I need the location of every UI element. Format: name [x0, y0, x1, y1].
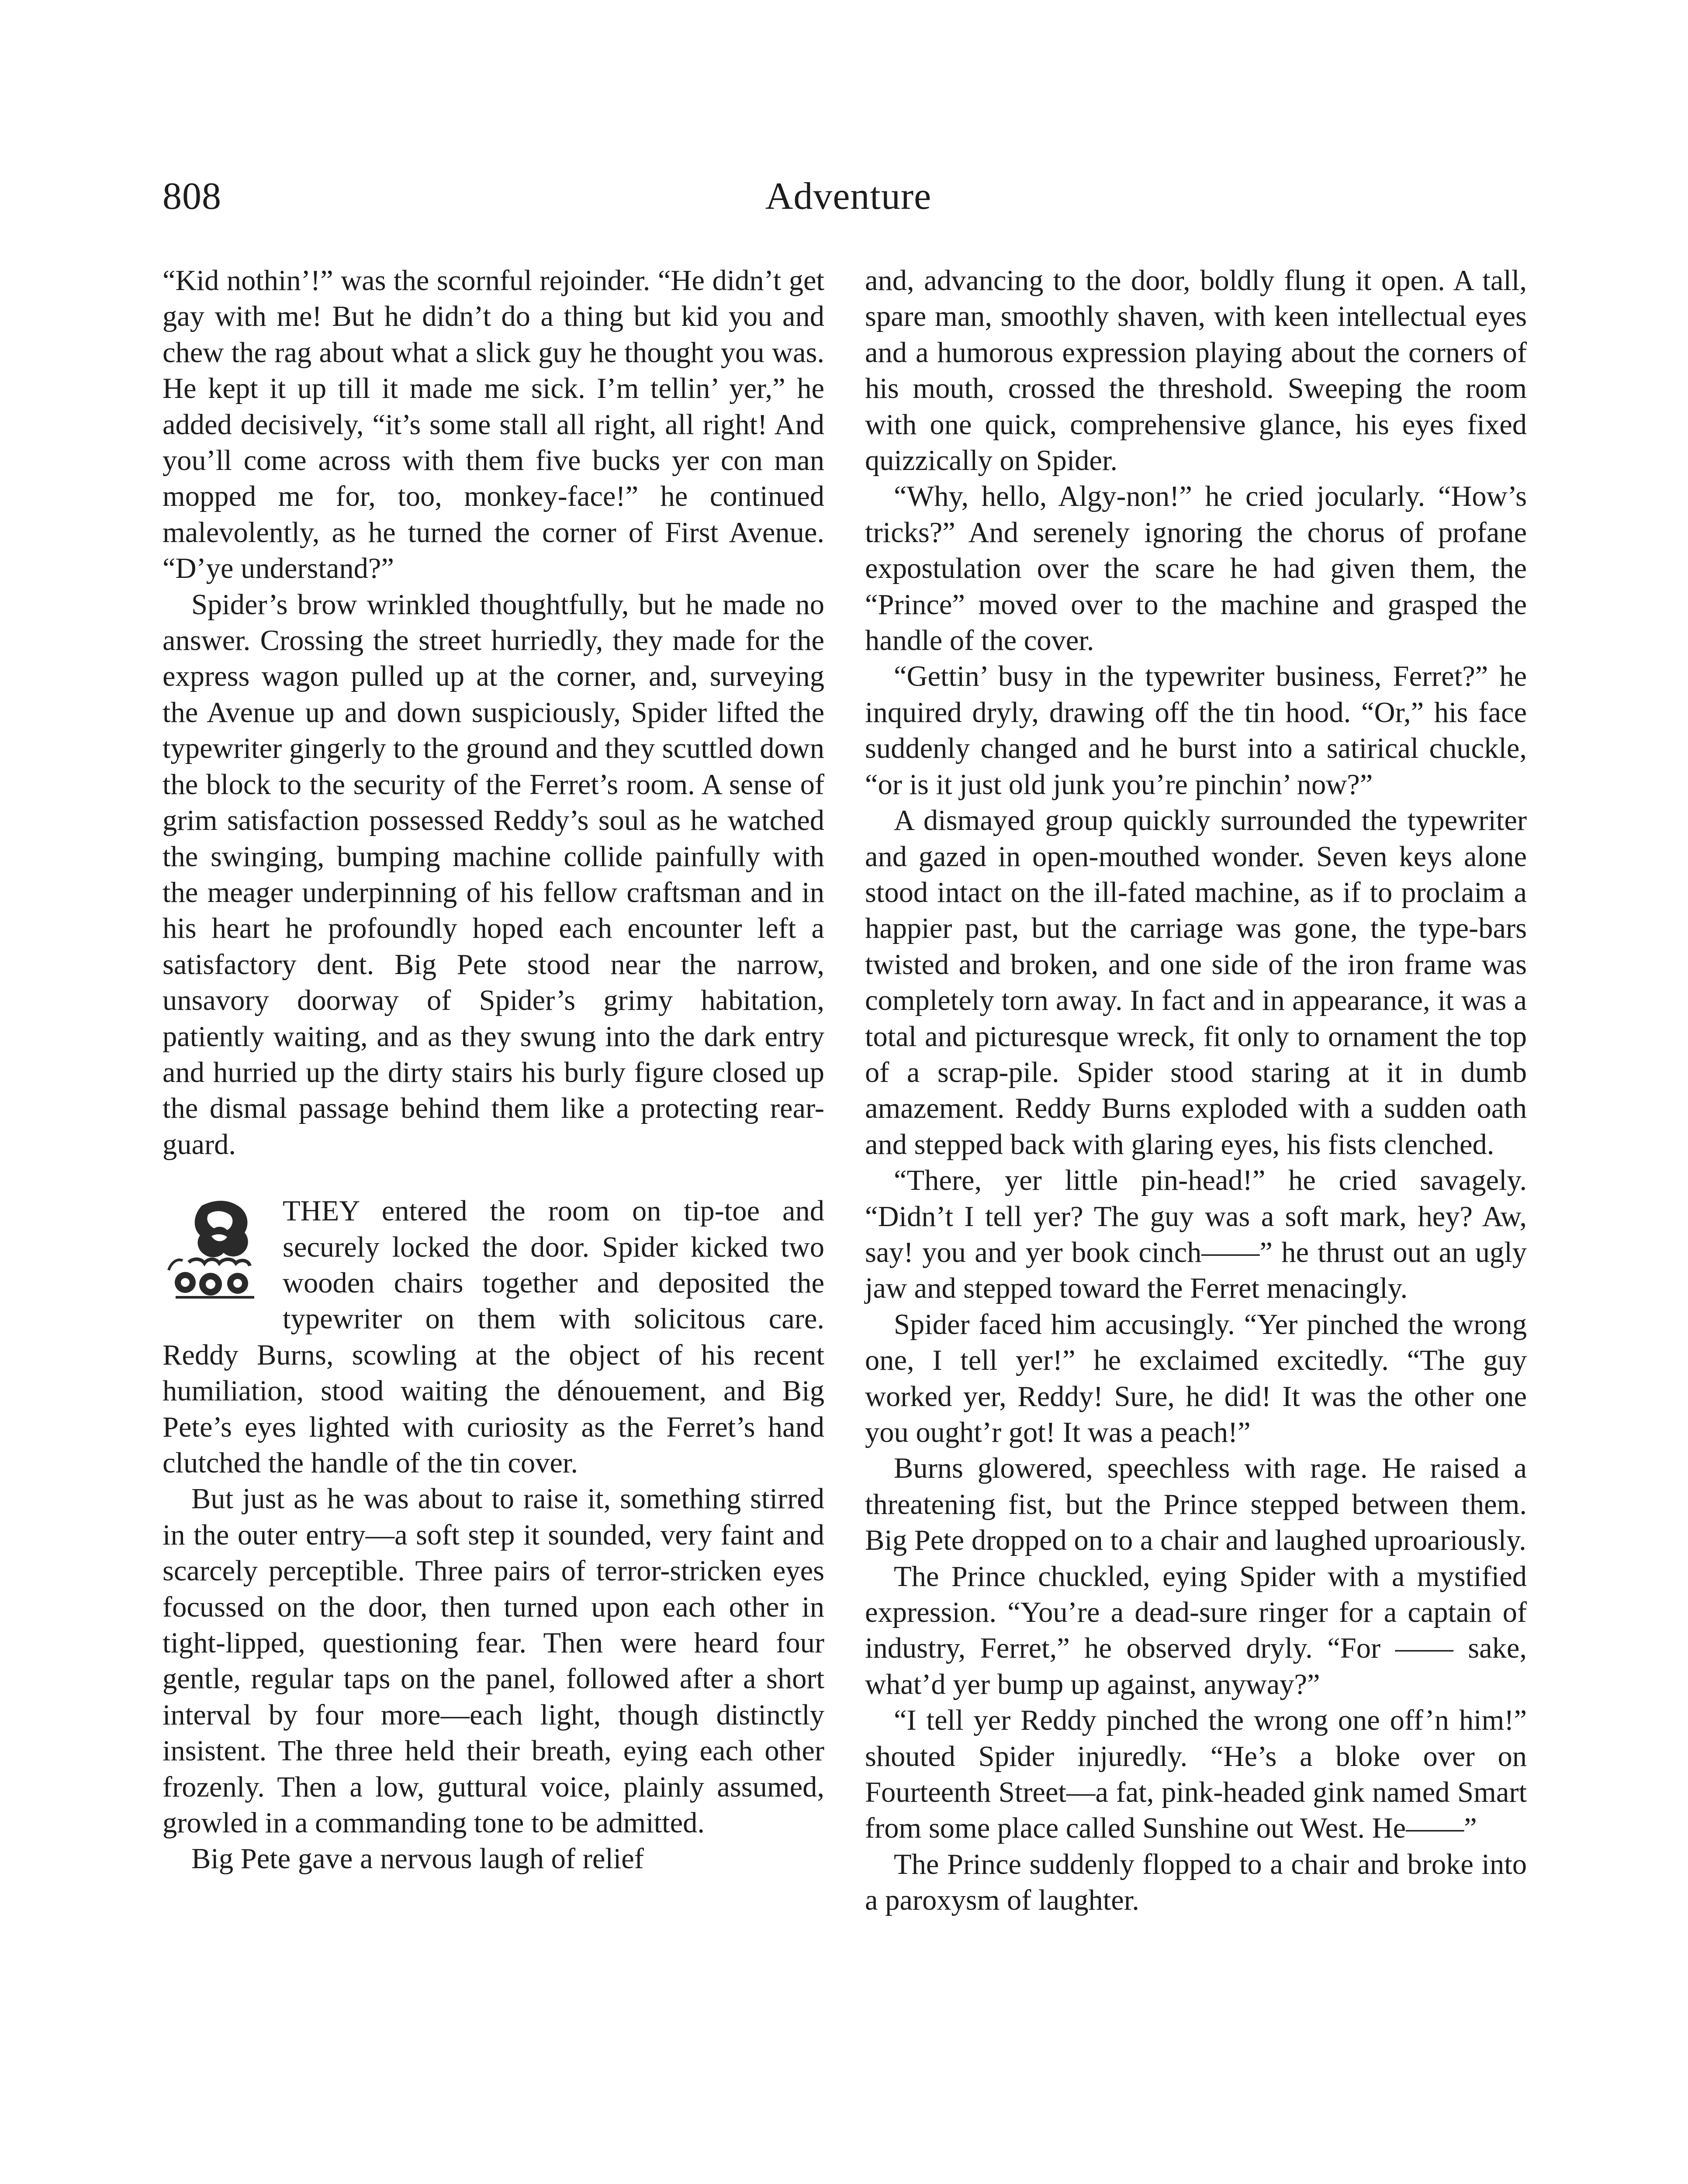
paragraph: and, advancing to the door, boldly flung it open. A tall, spare man, smoothly shaven, with keen intellectual eyes and a humorous expression playing about the corners of his mouth, crossed the threshold. Sweeping the room with one quick, comprehensive glance, his eyes fixed quizzically on Spider. [865, 265, 1527, 477]
paragraph: Big Pete gave a nervous laugh of relief [191, 1843, 644, 1875]
paragraph: “I tell yer Reddy pinched the wrong one off’n him!” shouted Spider injuredly. “He’s a bloke over on Fourteenth Street—a fat, pink-headed gink named Smart from some place called Sunshine out West. He——” [865, 1704, 1527, 1845]
paragraph: “Gettin’ busy in the typewriter business, Ferret?” he inquired dryly, drawing off the tin hood. “Or,” his face suddenly changed and he burst into a satirical chuckle, “or is it just old junk you’re pinchin’ now?” [865, 660, 1527, 801]
paragraph: But just as he was about to raise it, something stirred in the outer entry—a soft step it sounded, very faint and scarcely perceptible. Three pairs of terror-stricken eyes focussed on the door, then turned upon each other in tight-lipped, questioning fear. Then were heard four gentle, regular taps on the panel, followed after a short interval by four more—each light, though distinctly insistent. The three held their breath, eying each other frozenly. Then a low, guttural voice, plainly assumed, growled in a commanding tone to be admitted. [163, 1483, 824, 1839]
paragraph: “Kid nothin’!” was the scornful rejoinder. “He didn’t get gay with me! But he didn’t do a thing but kid you and chew the rag about what a slick guy he thought you was. He kept it up till it made me sick. I’m tellin’ yer,” he added decisively, “it’s some stall all right, all right! And you’ll come across with them five bucks yer con man mopped me for, too, monkey-face!” he continued malevolently, as he turned the corner of First Avenue. “D’ye understand?” [163, 265, 824, 585]
paragraph: “There, yer little pin-head!” he cried savagely. “Didn’t I tell yer? The guy was a soft mark, hey? Aw, say! you and yer book cinch——” he thrust out an ugly jaw and stepped toward the Ferret menacingly. [865, 1165, 1527, 1305]
right-column [865, 263, 1527, 1919]
paragraph: Spider’s brow wrinkled thoughtfully, but he made no answer. Crossing the street hurriedly, they made for the express wagon pulled up at the corner, and, surveying the Avenue up and down suspiciously, Spider lifted the typewriter gingerly to the ground and they scuttled down the block to the security of the Ferret’s room. A sense of grim satisfaction possessed Reddy’s soul as he watched the swinging, bumping machine collide painfully with the meager underpinning of his fellow craftsman and in his heart he profoundly hoped each encounter left a satisfactory dent. Big Pete stood near the narrow, unsavory doorway of Spider’s grimy habitation, patiently waiting, and as they swung into the dark entry and hurried up the dirty stairs his burly figure closed up the dismal passage behind them like a protecting rear-guard. [163, 588, 824, 1161]
decorative-initial-ornament-icon [163, 1197, 274, 1302]
paragraph: The Prince chuckled, eying Spider with a mystified expression. “You’re a dead-sure ringer for a captain of industry, Ferret,” he observed dryly. “For —— sake, what’d yer bump up against, anyway?” [865, 1560, 1527, 1700]
paragraph: Burns glowered, speechless with rage. He raised a threatening fist, but the Prince stepped between them. Big Pete dropped on to a chair and laughed uproariously. [865, 1452, 1527, 1557]
left-column [163, 263, 824, 1877]
page-number: 808 [163, 175, 221, 218]
paragraph: “Why, hello, Algy-non!” he cried jocularly. “How’s tricks?” And serenely ignoring the chorus of profane expostulation over the scare he had given them, the “Prince” moved over to the machine and grasped the handle of the cover. [865, 480, 1527, 657]
running-head: Adventure [765, 175, 932, 218]
paragraph: A dismayed group quickly surrounded the typewriter and gazed in open-mouthed wonder. Seven keys alone stood intact on the ill-fated machine, as if to proclaim a happier past, but the carriage was gone, the type-bars twisted and broken, and one side of the iron frame was completely torn away. In fact and in appearance, it was a total and picturesque wreck, fit only to ornament the top of a scrap-pile. Spider stood staring at it in dumb amazement. Reddy Burns exploded with a sudden oath and stepped back with glaring eyes, his fists clenched. [865, 805, 1527, 1161]
page-header [163, 166, 1534, 227]
section-opening-paragraph [163, 1193, 824, 1481]
section-break [163, 1163, 824, 1193]
paragraph: The Prince suddenly flopped to a chair and broke into a paroxysm of laughter. [865, 1848, 1527, 1917]
paragraph-text: THEY entered the room on tip-toe and securely locked the door. Spider kicked two wooden chairs together and deposited the typewriter on them with solicitous care. Reddy Burns, scowling at the object of his recent humiliation, stood waiting the dénouement, and Big Pete’s eyes lighted with curiosity as the Ferret’s hand clutched the handle of the tin cover. [163, 1195, 824, 1479]
paragraph: Spider faced him accusingly. “Yer pinched the wrong one, I tell yer!” he exclaimed excitedly. “The guy worked yer, Reddy! Sure, he did! It was the other one you ought’r got! It was a peach!” [865, 1308, 1527, 1448]
